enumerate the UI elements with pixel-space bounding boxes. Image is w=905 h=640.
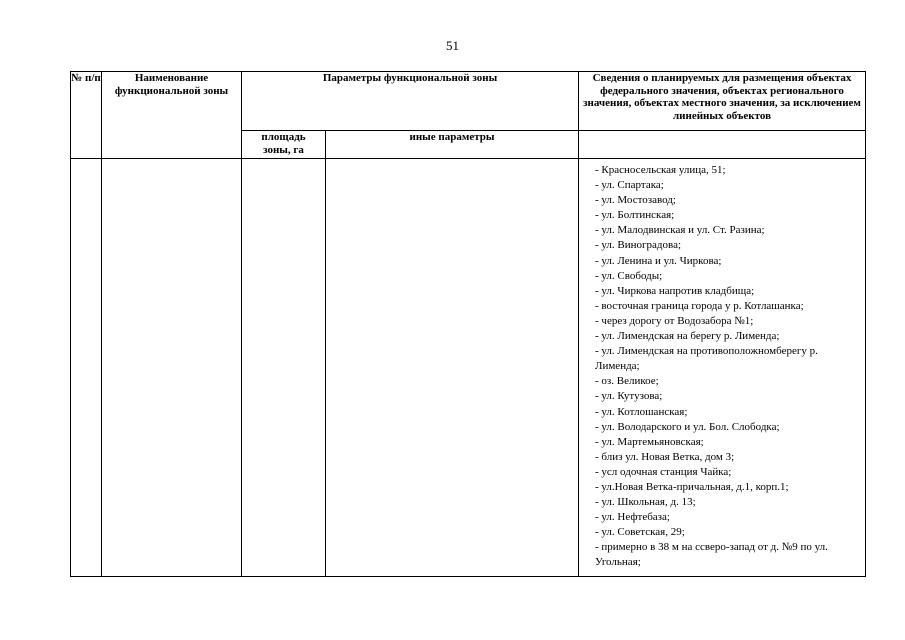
list-item: - ул. Свободы; bbox=[595, 269, 663, 282]
list-item: - ул. Котлошанская; bbox=[595, 405, 688, 418]
list-item: - ул. Мартемьяновская; bbox=[595, 435, 704, 448]
list-item: - примерно в 38 м на ссверо-запад от д. №9 по ул. Угольная; bbox=[595, 541, 828, 569]
cell-zone-name bbox=[102, 159, 242, 577]
list-item: - ул. Чиркова напротив кладбища; bbox=[595, 284, 755, 297]
list-item: - ул. Лимендская на берегу р. Лименда; bbox=[595, 330, 780, 343]
list-item: - ул. Болтинская; bbox=[595, 209, 675, 222]
cell-area bbox=[242, 159, 326, 577]
list-item: - ул. Мостозавод; bbox=[595, 194, 676, 207]
list-item: - ул. Ленина и ул. Чиркова; bbox=[595, 254, 722, 267]
list-item: - ул. Малодвинская и ул. Ст. Разина; bbox=[595, 224, 765, 237]
list-item: - ул. Володарского и ул. Бол. Слободка; bbox=[595, 420, 780, 433]
header-objects-info: Сведения о планируемых для размещения объектах федерального значения, объектах регионального значения, объектах местного значения, за исключением линейных объектов bbox=[579, 72, 866, 131]
list-item: - Красносельская улица, 51; bbox=[595, 164, 726, 176]
list-item: - оз. Великое; bbox=[595, 375, 659, 388]
list-item: - ул. Кутузова; bbox=[595, 390, 663, 403]
list-item: - ул. Нефтебаза; bbox=[595, 511, 670, 524]
cell-other-params bbox=[326, 159, 579, 577]
list-item: - через дорогу от Водозабора №1; bbox=[595, 314, 754, 327]
list-item: - ул. Советская, 29; bbox=[595, 526, 685, 539]
page-number: 51 bbox=[446, 38, 459, 53]
list-item: - ул. Лимендская на противоположномберегу р. Лименда; bbox=[595, 345, 818, 373]
list-item: - близ ул. Новая Ветка, дом 3; bbox=[595, 450, 735, 463]
cell-objects-list bbox=[579, 159, 866, 577]
list-item: - ул.Новая Ветка-причальная, д.1, корп.1; bbox=[595, 480, 789, 493]
header-area: площадь зоны, га bbox=[242, 131, 326, 159]
header-objects-info-empty bbox=[579, 131, 866, 159]
header-num: № п/п bbox=[71, 72, 102, 159]
list-item: - усл одочная станция Чайка; bbox=[595, 465, 732, 478]
header-zone-name: Наименование функциональной зоны bbox=[102, 72, 242, 159]
objects-list bbox=[579, 159, 865, 571]
header-other-params: иные параметры bbox=[326, 131, 579, 159]
list-item: - ул. Школьная, д. 13; bbox=[595, 496, 696, 509]
list-item: - ул. Спартака; bbox=[595, 179, 664, 192]
list-item: - восточная граница города у р. Котлашанка; bbox=[595, 299, 804, 312]
list-item: - ул. Виноградова; bbox=[595, 239, 682, 252]
functional-zones-table bbox=[70, 71, 866, 577]
header-zone-params: Параметры функциональной зоны bbox=[242, 72, 579, 131]
cell-num bbox=[71, 159, 102, 577]
